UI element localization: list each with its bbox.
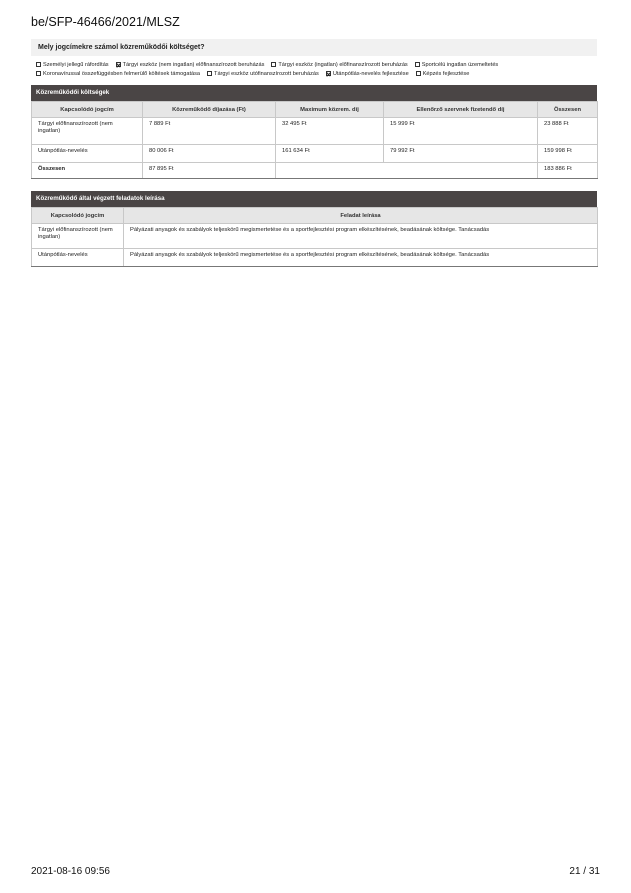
tasks-header-row bbox=[32, 208, 598, 224]
column-header: Kapcsolódó jogcím bbox=[32, 102, 143, 118]
checkbox-asset-property[interactable] bbox=[271, 62, 407, 68]
checkbox-box[interactable] bbox=[271, 62, 276, 67]
cost-category-checkboxes bbox=[36, 60, 596, 78]
checkbox-box[interactable] bbox=[36, 62, 41, 67]
checkbox-box[interactable] bbox=[36, 71, 41, 76]
table-cell: Tárgyi előfinanszírozott (nem ingatlan) bbox=[32, 118, 143, 145]
table-cell: Utánpótlás-nevelés bbox=[32, 145, 143, 163]
costs-section-title: Közreműködői költségek bbox=[31, 85, 597, 101]
column-header: Ellenőrző szervnek fizetendő díj bbox=[384, 102, 538, 118]
table-row bbox=[32, 145, 598, 163]
checkbox-training[interactable] bbox=[416, 71, 470, 77]
column-header: Feladat leírása bbox=[124, 208, 598, 224]
table-cell: Utánpótlás-nevelés bbox=[32, 249, 124, 267]
table-cell: 15 999 Ft bbox=[384, 118, 538, 145]
page-number: 21 / 31 bbox=[569, 866, 600, 877]
table-cell: 159 998 Ft bbox=[538, 145, 598, 163]
checkbox-label: Személyi jellegű ráfordítás bbox=[43, 61, 109, 68]
checkbox-box[interactable] bbox=[207, 71, 212, 76]
table-row bbox=[32, 224, 598, 249]
document-id: be/SFP-46466/2021/MLSZ bbox=[31, 15, 180, 29]
table-row bbox=[32, 249, 598, 267]
tasks-section bbox=[31, 191, 597, 267]
checkbox-label: Utánpótlás-nevelés fejlesztése bbox=[332, 70, 409, 77]
column-header: Közreműködő díjazása (Ft) bbox=[143, 102, 276, 118]
column-header: Összesen bbox=[538, 102, 598, 118]
checkbox-label: Sportcélú ingatlan üzemeltetés bbox=[421, 61, 499, 68]
total-fee: 87 895 Ft bbox=[143, 163, 276, 179]
footer-date: 2021-08-16 09:56 bbox=[31, 866, 110, 877]
checkbox-label: Képzés fejlesztése bbox=[422, 70, 470, 77]
checkbox-box[interactable] bbox=[326, 71, 331, 76]
checkbox-row bbox=[36, 60, 596, 69]
cost-question: Mely jogcímekre számol közreműködői költséget? bbox=[31, 39, 597, 56]
tasks-section-title: Közreműködő által végzett feladatok leírása bbox=[31, 191, 597, 207]
checkbox-label: Tárgyi eszköz utófinanszírozott beruházás bbox=[214, 70, 319, 77]
column-header: Kapcsolódó jogcím bbox=[32, 208, 124, 224]
checkbox-asset-post-financed[interactable] bbox=[207, 71, 319, 77]
table-row bbox=[32, 118, 598, 145]
checkbox-label: Tárgyi eszköz (ingatlan) előfinanszírozott beruházás bbox=[278, 61, 408, 68]
checkbox-youth-development[interactable] bbox=[326, 71, 409, 77]
column-header: Maximum közrem. díj bbox=[276, 102, 384, 118]
checkbox-row bbox=[36, 69, 596, 78]
total-row bbox=[32, 163, 598, 179]
table-cell: 32 495 Ft bbox=[276, 118, 384, 145]
checkbox-covid-costs[interactable] bbox=[36, 71, 200, 77]
checkbox-label: Koronavírussal összefüggésben felmerülő költések támogatása bbox=[43, 70, 201, 77]
table-cell: 23 888 Ft bbox=[538, 118, 598, 145]
table-cell: Tárgyi előfinanszírozott (nem ingatlan) bbox=[32, 224, 124, 249]
table-cell: 80 006 Ft bbox=[143, 145, 276, 163]
checkbox-box[interactable] bbox=[416, 71, 421, 76]
table-cell: 7 889 Ft bbox=[143, 118, 276, 145]
checkbox-facility-operation[interactable] bbox=[415, 62, 499, 68]
table-cell bbox=[276, 163, 538, 179]
checkbox-personnel[interactable] bbox=[36, 62, 109, 68]
table-cell: 161 634 Ft bbox=[276, 145, 384, 163]
tasks-table bbox=[31, 207, 598, 267]
checkbox-label: Tárgyi eszköz (nem ingatlan) előfinanszírozott beruházás bbox=[122, 61, 265, 68]
table-cell: Pályázati anyagok és szabályok teljeskörű megismertetése és a sportfejlesztési program elkészítésének, beadásának költsége. Tanácsadás bbox=[124, 224, 598, 249]
checkbox-box[interactable] bbox=[415, 62, 420, 67]
checkbox-asset-non-property[interactable] bbox=[116, 62, 265, 68]
table-cell: 79 992 Ft bbox=[384, 145, 538, 163]
costs-table bbox=[31, 101, 598, 179]
costs-section bbox=[31, 85, 597, 179]
total-sum: 183 886 Ft bbox=[538, 163, 598, 179]
total-label: Összesen bbox=[32, 163, 143, 179]
checkbox-box[interactable] bbox=[116, 62, 121, 67]
table-cell: Pályázati anyagok és szabályok teljeskörű megismertetése és a sportfejlesztési program elkészítésének, beadásának költsége. Tanácsadás bbox=[124, 249, 598, 267]
costs-header-row bbox=[32, 102, 598, 118]
